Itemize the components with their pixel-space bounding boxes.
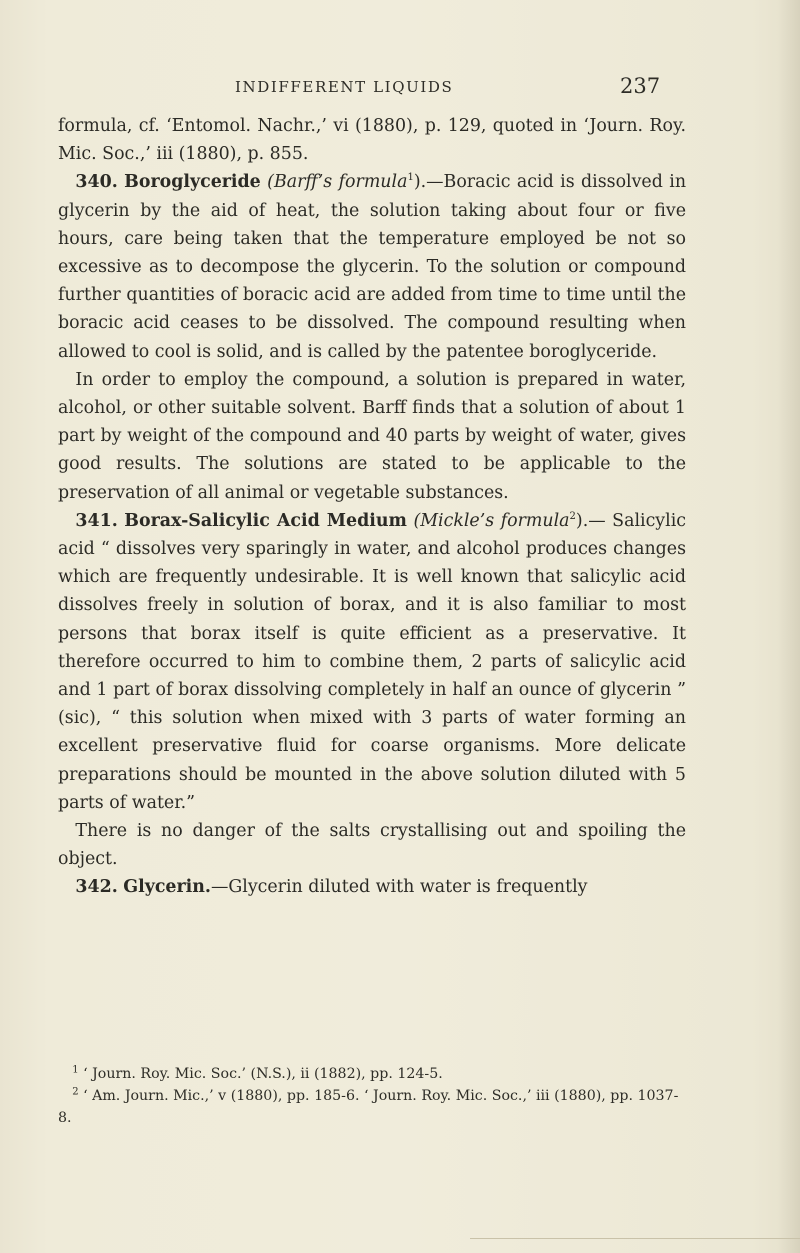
footnote-1: $^1$ ‘ Journ. Roy. Mic. Soc.’ (N.S.), ii (1882), pp. 124-5. xyxy=(72,1064,443,1082)
section-342-text: —Glycerin diluted with water is frequently xyxy=(210,877,588,898)
paragraph-danger: There is no danger of the salts crystallising out and spoiling the object. xyxy=(58,821,686,870)
page-number: 237 xyxy=(620,74,661,98)
section-342 xyxy=(58,873,686,901)
page-edge-shadow xyxy=(778,0,800,1253)
footnotes xyxy=(58,1063,686,1129)
section-341-number: 341. xyxy=(75,510,118,531)
section-340-title: Boroglyceride xyxy=(124,172,261,193)
page-header xyxy=(0,76,800,106)
section-340: 340. Boroglyceride (Barff’s formula$^1$).—Boracic acid is dissolved in glycerin by the aid of heat, the solution taking about four or five hours, care being taken that the temperature employed be not so excessive as to decompose the glycerin. To the solution or compound further quantities of boracic acid are added from time to time until the boracic acid ceases to be dissolved. The compound resulting when allowed to cool is solid, and is called by the patentee boroglyceride. xyxy=(58,172,687,362)
section-340-text: —Boracic acid is dissolved in glycerin by the aid of heat, the solution taking about four or five hours, care being taken that the temperature employed be not so excessive as to decompose the glycerin. To the solution or compound further quantities of boracic acid are added from time to time until the boracic acid ceases to be dissolved. The compound resulting when allowed to cool is solid, and is called by the patentee boroglyceride. xyxy=(58,172,687,362)
section-341-title: Borax-Salicylic Acid Medium xyxy=(124,510,407,531)
footnote-ref-2: 2 xyxy=(569,511,576,523)
section-341-formula: (Mickle’s formula xyxy=(413,510,570,531)
paragraph-employ: In order to employ the compound, a solution is prepared in water, alcohol, or other suitable solvent. Barff finds that a solution of about 1 part by weight of the compound and 40 parts by weight of water, gives good results. The solutions are stated to be applicable to the preservation of all animal or vegetable substances. xyxy=(58,369,686,503)
section-342-number: 342. xyxy=(75,877,118,898)
section-340-formula: (Barff’s formula xyxy=(267,172,408,193)
section-341: 341. Borax-Salicylic Acid Medium (Mickle’s formula$^2$).— Salicylic acid “ dissolves very sparingly in water, and alcohol produces changes which are frequently undesirable. It is well known that salicylic acid dissolves freely in solution of borax, and it is also familiar to most persons that borax itself is quite efficient as a preservative. It therefore occurred to him to combine them, 2 parts of salicylic acid and 1 part of borax dissolving completely in half an ounce of glycerin ” (sic), “ this solution when mixed with 3 parts of water forming an excellent preservative fluid for coarse organisms. More delicate preparations should be mounted in the above solution diluted with 5 parts of water.” xyxy=(58,510,686,813)
body-text xyxy=(58,112,686,902)
footnote-2: $^2$ ‘ Am. Journ. Mic.,’ v (1880), pp. 185-6. ‘ Journ. Roy. Mic. Soc.,’ iii (1880), pp. 1037-8. xyxy=(58,1086,679,1126)
section-341-text: — Salicylic acid “ dissolves very sparingly in water, and alcohol produces changes which are frequently undesirable. It is well known that salicylic acid dissolves freely in solution of borax, and it is also familiar to most persons that borax itself is quite efficient as a preservative. It therefore occurred to him to combine them, 2 parts of salicylic acid and 1 part of borax dissolving completely in half an ounce of glycerin ” (sic), “ this solution when mixed with 3 parts of water forming an excellent preservative fluid for coarse organisms. More delicate preparations should be mounted in the above solution diluted with 5 parts of water.” xyxy=(58,510,686,813)
bottom-edge-line xyxy=(470,1238,800,1239)
footnote-ref-1: 1 xyxy=(407,172,414,184)
running-head: INDIFFERENT LIQUIDS xyxy=(235,78,454,96)
section-340-number: 340. xyxy=(75,172,118,193)
section-342-title: Glycerin. xyxy=(123,877,211,898)
paragraph-continuation: formula, cf. ‘Entomol. Nachr.,’ vi (1880), p. 129, quoted in ‘Journ. Roy. Mic. Soc.,’ iii (1880), p. 855. xyxy=(58,116,686,165)
